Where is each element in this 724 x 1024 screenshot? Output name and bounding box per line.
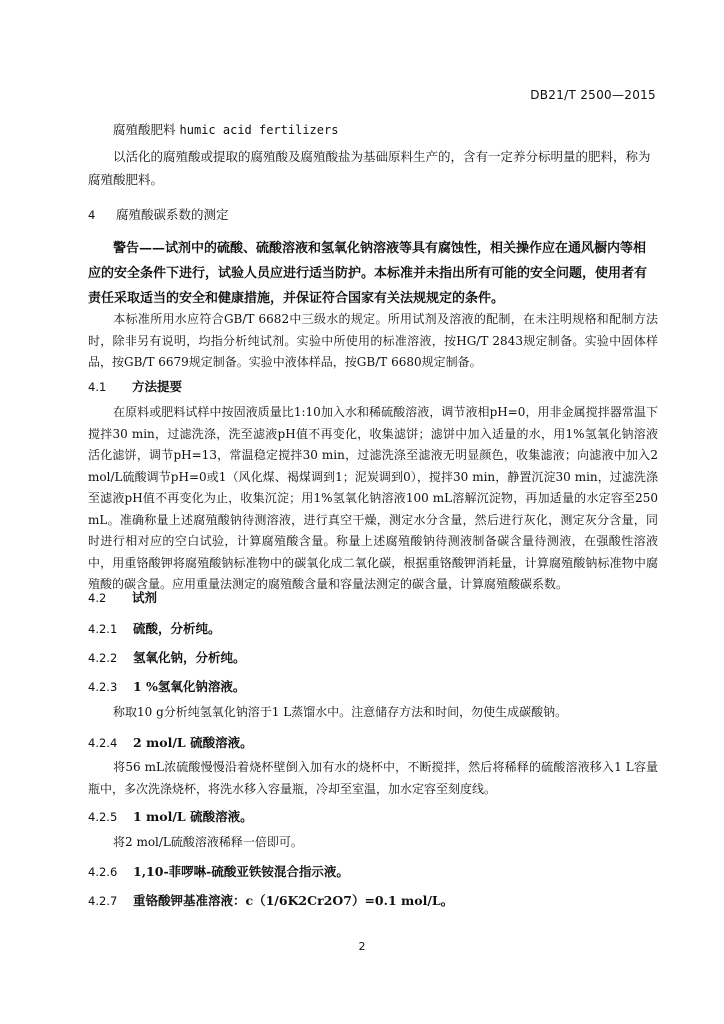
item-4-2-1: 4.2.1 硫酸，分析纯。 xyxy=(88,621,221,636)
method-summary: 在原料或肥料试样中按固液质量比1:10加入水和稀硫酸溶液，调节液相pH=0，用非金属搅拌器常温下搅拌30 min，过滤洗涤，洗至滤液pH值不再变化，收集滤饼；滤饼中加入适量的水，用1%氢氧化钠溶液活化滤饼，调节pH=13，常温稳定搅拌30 min，过滤洗涤至滤液无明显颜色，收集滤液；向滤液中加入2 mol/L硫酸调节pH=0或1（风化煤、褐煤调到1；泥炭调到0），搅拌30 min，静置沉淀30 min，过滤洗涤至滤液pH值不再变化为止，收集沉淀；用1%氢氧化钠溶液100 mL溶解沉淀物，再加适量的水定容至250 mL。准确称量上述腐殖酸钠待测溶液，进行真空干燥，测定水分含量，然后进行灰化，测定灰分含量，同时进行相对应的空白试验，计算腐殖酸含量。称量上述腐殖酸钠待测液制备碳含量待测液，在强酸性溶液中，用重铬酸钾将腐殖酸钠标准物中的碳氧化成二氧化碳，根据重铬酸钾消耗量，计算腐殖酸钠标准物中腐殖酸的碳含量。应用重量法测定的腐殖酸含量和容量法测定的碳含量，计算腐殖酸碳系数。 xyxy=(88,405,658,591)
term-heading xyxy=(113,120,338,138)
item-4-2-4: 4.2.4 2 mol/L 硫酸溶液。 xyxy=(88,735,253,750)
term-chinese: 腐殖酸肥料 xyxy=(113,122,176,137)
section-4-heading xyxy=(88,205,229,223)
term-english: humic acid fertilizers xyxy=(179,123,339,137)
item-4-2-3-text: 称取10 g分析纯氢氧化钠溶于1 L蒸馏水中。注意储存方法和时间，勿使生成碳酸钠。 xyxy=(113,705,568,719)
section-4-2-heading: 4.2 试剂 xyxy=(88,590,158,605)
section-number: 4 xyxy=(88,208,96,222)
item-4-2-5: 4.2.5 1 mol/L 硫酸溶液。 xyxy=(88,809,253,824)
section-4-intro: 本标准所用水应符合GB/T 6682中三级水的规定。所用试剂及溶液的配制，在未注明规格和配制方法时，除非另有说明，均指分析纯试剂。实验中所使用的标准溶液，按HG/T 2843规定制备。实验中固体样品，按GB/T 6679规定制备。实验中液体样品，按GB/T 6680规定制备。 xyxy=(88,312,658,369)
item-4-2-3: 4.2.3 1 %氢氧化钠溶液。 xyxy=(88,679,246,694)
item-4-2-7: 4.2.7 重铬酸钾基准溶液：c（1/6K2Cr2O7）=0.1 mol/L。 xyxy=(88,893,454,908)
safety-warning: 警告——试剂中的硫酸、硫酸溶液和氢氧化钠溶液等具有腐蚀性，相关操作应在通风橱内等相应的安全条件下进行，试验人员应进行适当防护。本标准并未指出所有可能的安全问题，使用者有责任采取适当的安全和健康措施，并保证符合国家有关法规规定的条件。 xyxy=(88,241,648,306)
section-4-1-heading: 4.1 方法提要 xyxy=(88,379,183,394)
term-definition: 以活化的腐殖酸或提取的腐殖酸及腐殖酸盐为基础原料生产的，含有一定养分标明量的肥料，称为腐殖酸肥料。 xyxy=(88,149,651,187)
item-4-2-2: 4.2.2 氢氧化钠，分析纯。 xyxy=(88,650,246,665)
item-4-2-5-text: 将2 mol/L硫酸溶液稀释一倍即可。 xyxy=(113,835,303,849)
section-title: 腐殖酸碳系数的测定 xyxy=(116,207,229,222)
item-4-2-6: 4.2.6 1,10-菲啰啉-硫酸亚铁铵混合指示液。 xyxy=(88,864,349,879)
standard-code: DB21/T 2500—2015 xyxy=(530,88,656,102)
page-number: 2 xyxy=(358,940,366,953)
item-4-2-4-text: 将56 mL浓硫酸慢慢沿着烧杯壁倒入加有水的烧杯中，不断搅拌，然后将稀释的硫酸溶液移入1 L容量瓶中，多次洗涤烧杯，将洗水移入容量瓶，冷却至室温，加水定容至刻度线。 xyxy=(88,760,658,796)
